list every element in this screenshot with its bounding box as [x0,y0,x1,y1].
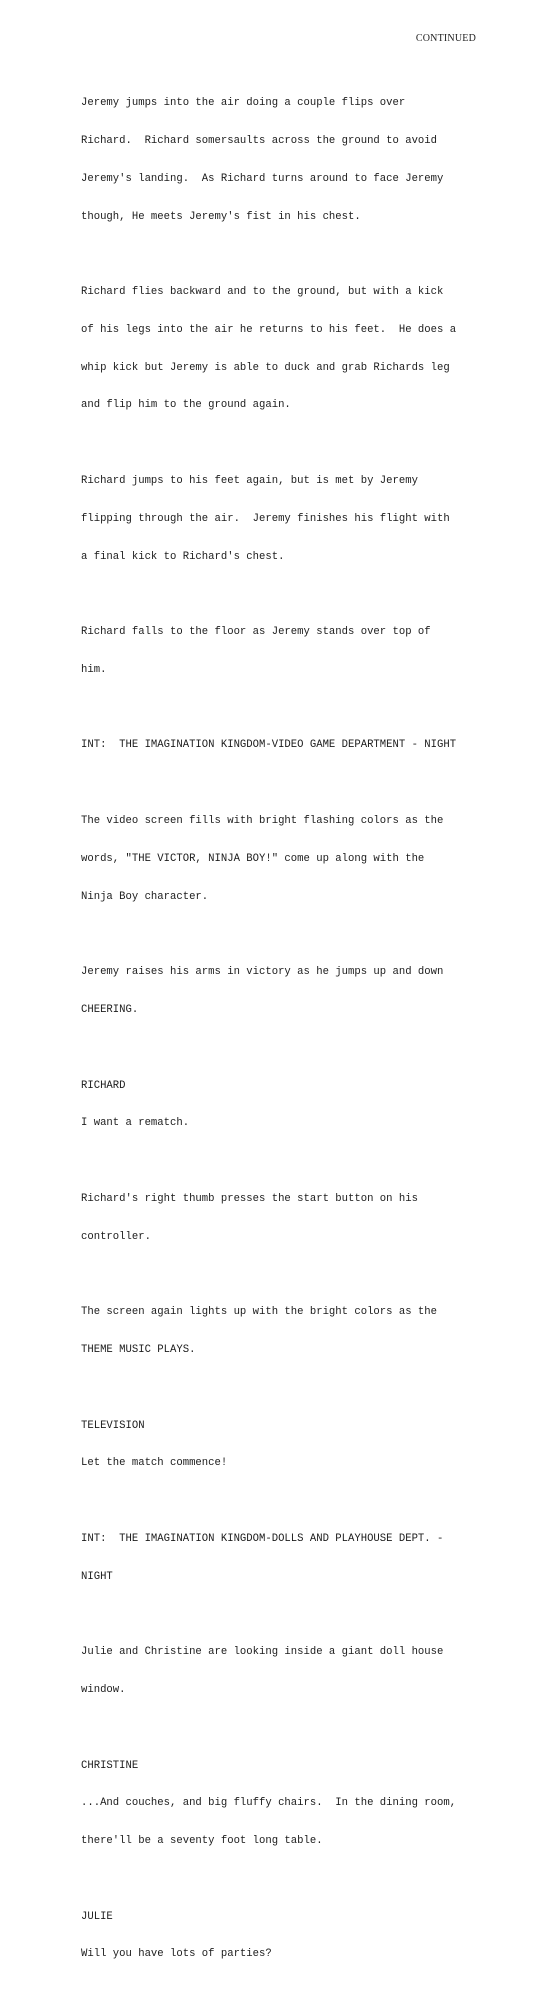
script-line: Jeremy jumps into the air doing a couple flips over [81,97,406,110]
dialogue-line: Let the match commence! [81,1457,228,1470]
script-line: Richard's right thumb presses the start button on his [81,1192,418,1205]
script-line: Julie and Christine are looking inside a giant doll house [81,1646,444,1659]
script-line: The video screen fills with bright flashing colors as the [81,815,444,828]
script-body [81,72,501,1999]
action-block [81,941,501,1042]
script-line: Richard falls to the floor as Jeremy stands over top of [81,626,431,639]
action-block [81,261,501,437]
script-line: whip kick but Jeremy is able to duck and grab Richards leg [81,361,450,374]
script-line: Richard jumps to his feet again, but is met by Jeremy [81,475,418,487]
script-line: INT: THE IMAGINATION KINGDOM-VIDEO GAME DEPARTMENT - NIGHT [81,739,457,752]
script-line: Richard. Richard somersaults across the ground to avoid [81,134,438,147]
character-name: RICHARD [81,1079,126,1092]
dialogue-block [81,1054,501,1155]
action-block [81,601,501,702]
action-block [81,790,501,929]
dialogue-line: ...And couches, and big fluffy chairs. In the dining room, [81,1797,457,1810]
character-name: CHRISTINE [81,1759,139,1772]
dialogue-line: Will you have lots of parties? [81,1948,272,1961]
script-line: controller. [81,1230,151,1243]
dialogue-block [81,1886,501,1987]
scene-heading [81,714,501,777]
script-line: Richard flies backward and to the ground, but with a kick [81,286,444,299]
action-block [81,1621,501,1722]
action-block [81,450,501,589]
script-line: Ninja Boy character. [81,890,209,903]
action-block [81,1168,501,1269]
script-line: of his legs into the air he returns to his feet. He does a [81,323,457,336]
script-line: him. [81,663,107,676]
character-name: JULIE [81,1910,113,1923]
script-line: INT: THE IMAGINATION KINGDOM-DOLLS AND PLAYHOUSE DEPT. - [81,1532,444,1545]
scene-heading [81,1508,501,1609]
dialogue-block [81,1734,501,1873]
script-line: THEME MUSIC PLAYS. [81,1343,196,1356]
script-line: window. [81,1684,126,1696]
script-line: Jeremy raises his arms in victory as he jumps up and down [81,966,444,979]
script-line: a final kick to Richard's chest. [81,550,285,563]
script-line: Jeremy's landing. As Richard turns around to face Jeremy [81,172,444,185]
script-line: flipping through the air. Jeremy finishes his flight with [81,512,450,525]
script-line: CHEERING. [81,1003,139,1016]
script-line: though, He meets Jeremy's fist in his chest. [81,210,361,223]
script-line: and flip him to the ground again. [81,399,291,412]
dialogue-line: there'll be a seventy foot long table. [81,1835,323,1848]
action-block [81,1281,501,1382]
character-name: TELEVISION [81,1419,145,1432]
continued-label: CONTINUED [415,33,476,44]
script-line: The screen again lights up with the bright colors as the [81,1306,438,1319]
script-line: words, "THE VICTOR, NINJA BOY!" come up along with the [81,852,425,865]
dialogue-line: I want a rematch. [81,1117,190,1130]
action-block [81,72,501,248]
script-line: NIGHT [81,1570,113,1583]
dialogue-block [81,1394,501,1495]
